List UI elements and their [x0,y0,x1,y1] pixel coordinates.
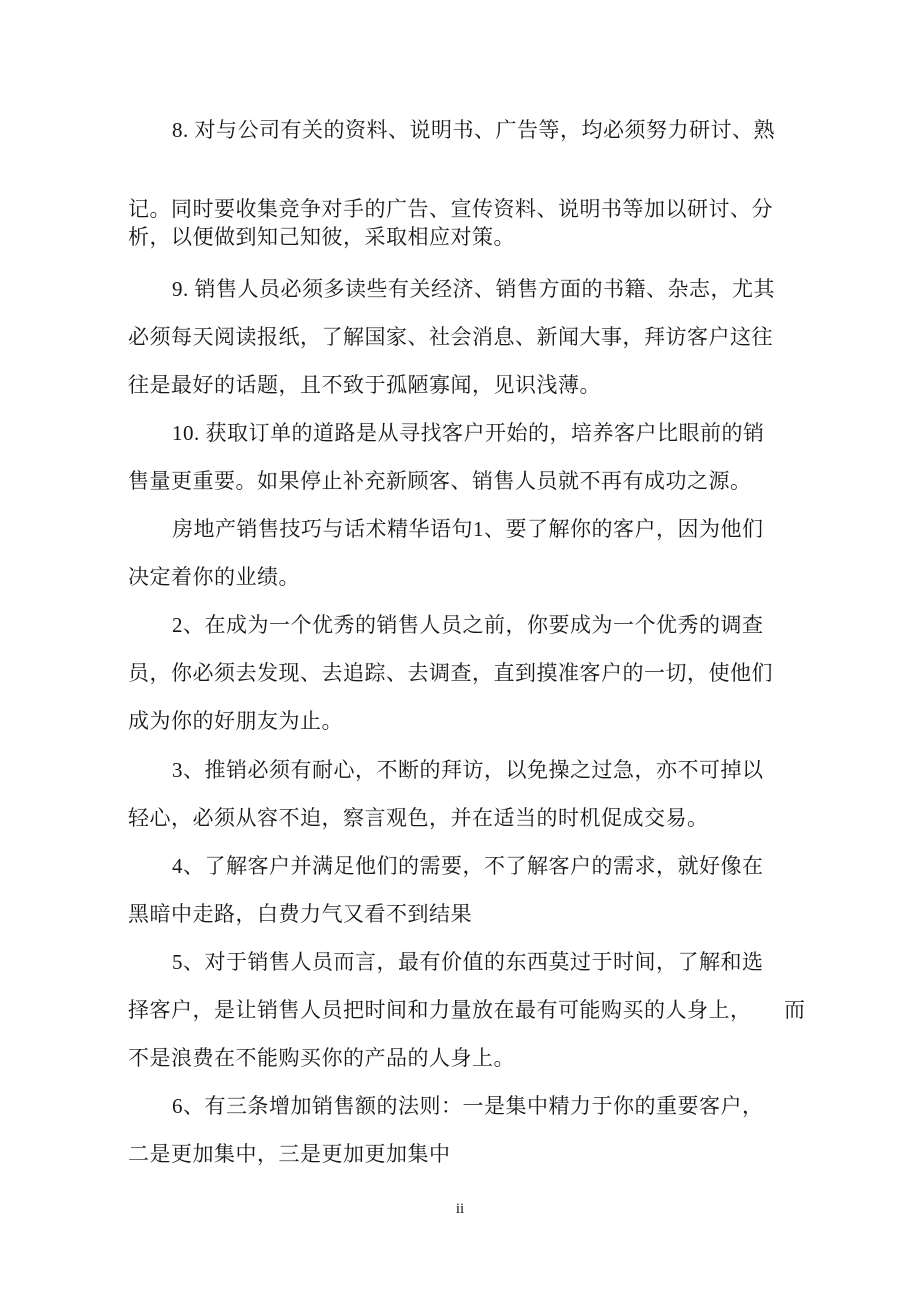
paragraph-4-line-2: 黑暗中走路，白费力气又看不到结果 [128,902,472,926]
paragraph-6-line-2: 二是更加集中，三是更加更加集中 [128,1142,451,1166]
paragraph-9-line-2: 必须每天阅读报纸，了解国家、社会消息、新闻大事，拜访客户这往 [128,325,773,349]
paragraph-realestate-line-1: 房地产销售技巧与话术精华语句1、要了解你的客户，因为他们 [172,517,764,541]
paragraph-6-line-1: 6、有三条增加销售额的法则：一是集中精力于你的重要客户， [172,1094,764,1118]
paragraph-3-line-2: 轻心，必须从容不迫，察言观色，并在适当的时机促成交易。 [128,806,709,830]
paragraph-5-line-2: 择客户，是让销售人员把时间和力量放在最有可能购买的人身上， 而 [128,998,806,1022]
paragraph-2-line-1: 2、在成为一个优秀的销售人员之前，你要成为一个优秀的调查 [172,613,764,637]
page-number: ii [455,1201,465,1217]
paragraph-10-line-2: 售量更重要。如果停止补充新顾客、销售人员就不再有成功之源。 [128,469,752,493]
paragraph-8-line-3: 析，以便做到知己知彼，采取相应对策。 [128,225,515,249]
paragraph-realestate-line-2: 决定着你的业绩。 [128,565,300,589]
paragraph-8-line-1: 8. 对与公司有关的资料、说明书、广告等，均必须努力研讨、熟 [172,118,775,142]
paragraph-9-line-1: 9. 销售人员必须多读些有关经济、销售方面的书籍、杂志，尤其 [172,277,775,301]
paragraph-2-line-2: 员，你必须去发现、去追踪、去调查，直到摸准客户的一切，使他们 [128,661,773,685]
paragraph-10-line-1: 10. 获取订单的道路是从寻找客户开始的，培养客户比眼前的销 [172,421,765,445]
paragraph-5-line-1: 5、对于销售人员而言，最有价值的东西莫过于时间，了解和选 [172,950,764,974]
paragraph-5-line-3: 不是浪费在不能购买你的产品的人身上。 [128,1046,515,1070]
paragraph-4-line-1: 4、了解客户并满足他们的需要，不了解客户的需求，就好像在 [172,854,764,878]
paragraph-9-line-3: 往是最好的话题，且不致于孤陋寡闻，见识浅薄。 [128,373,601,397]
paragraph-2-line-3: 成为你的好朋友为止。 [128,709,343,733]
paragraph-3-line-1: 3、推销必须有耐心，不断的拜访，以免操之过急，亦不可掉以 [172,758,764,782]
paragraph-8-line-2: 记。同时要收集竞争对手的广告、宣传资料、说明书等加以研讨、分 [128,197,773,221]
